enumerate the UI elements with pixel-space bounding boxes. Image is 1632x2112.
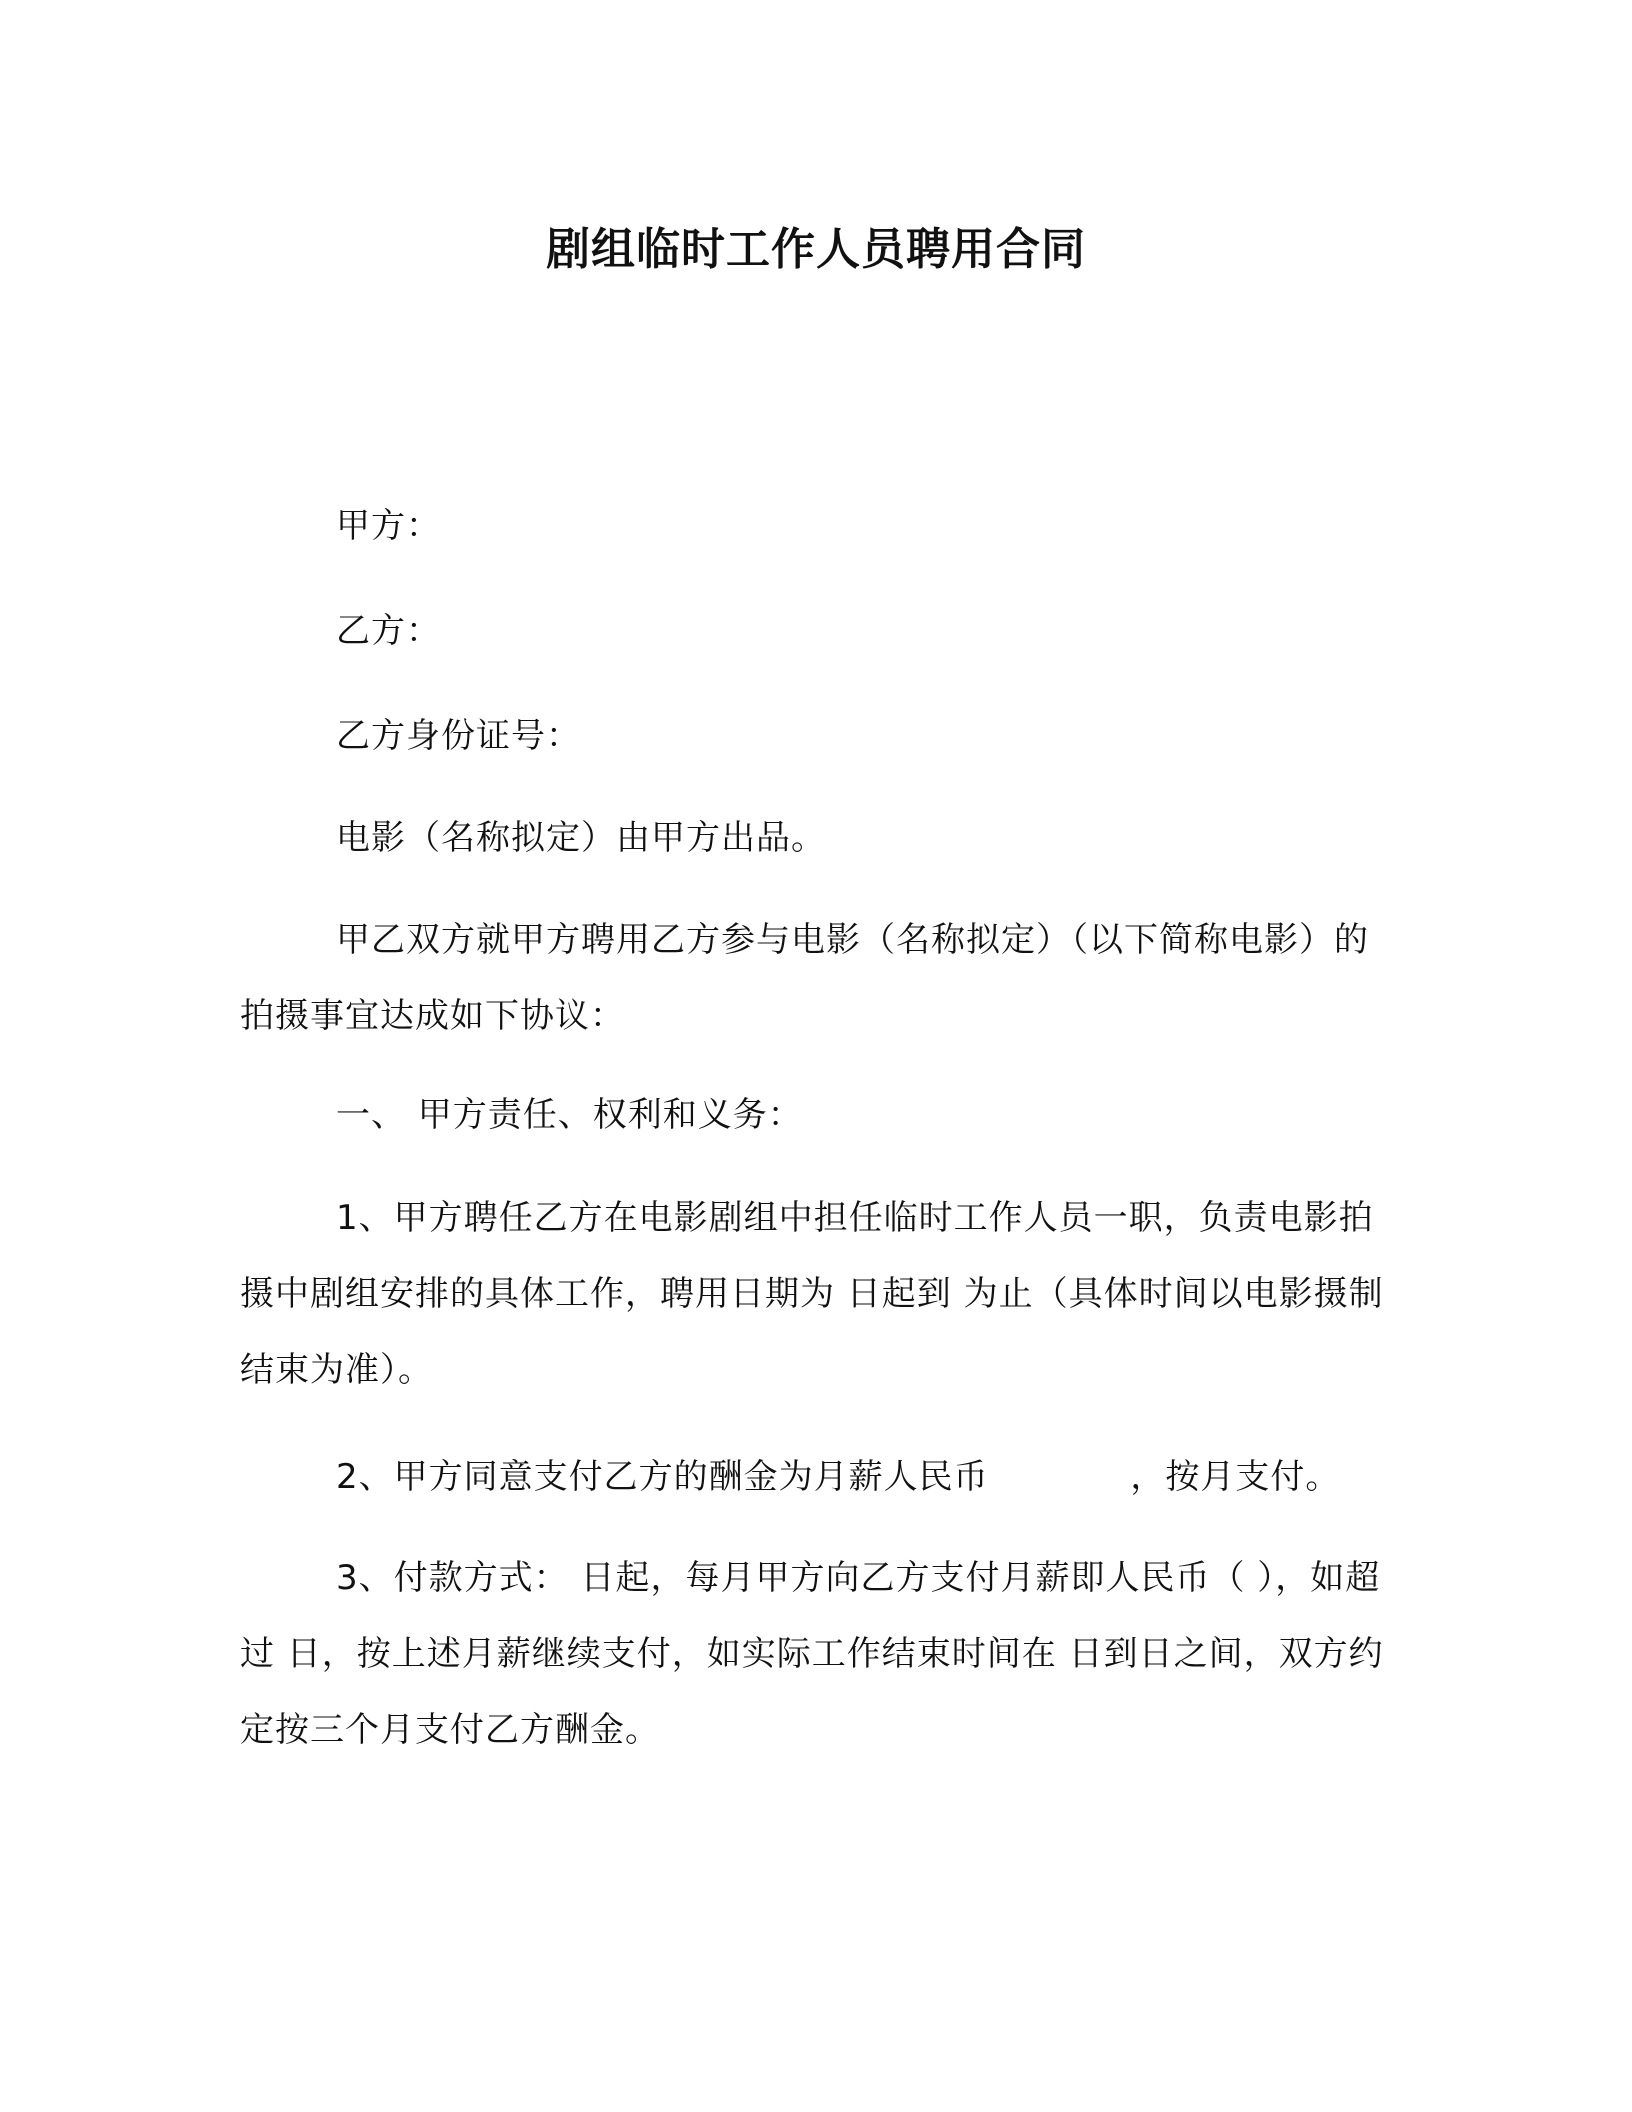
party-b-id-field: 乙方身份证号： [336,716,581,756]
clause-3: 3、付款方式： 日起，每月甲方向乙方支付月薪即人民币（ ），如超过 日，按上述月薪继续支付，如实际工作结束时间在 日到日之间，双方约定按三个月支付乙方酬金。 [240,1558,1384,1750]
agreement-intro: 甲乙双方就甲方聘用乙方参与电影（名称拟定）（以下简称电影）的拍摄事宜达成如下协议： [240,920,1369,1036]
section-1-heading: 一、 甲方责任、权利和义务： [336,1095,803,1135]
clause-2: 2、甲方同意支付乙方的酬金为月薪人民币 ，按月支付。 [336,1457,1341,1497]
film-producer-statement: 电影（名称拟定）由甲方出品。 [336,818,826,858]
party-a-field: 甲方： [336,506,441,546]
clause-1: 1、甲方聘任乙方在电影剧组中担任临时工作人员一职，负责电影拍摄中剧组安排的具体工作，聘用日期为 日起到 为止（具体时间以电影摄制结束为准）。 [240,1198,1384,1390]
party-b-field: 乙方： [336,611,441,651]
document-title: 剧组临时工作人员聘用合同 [546,224,1086,275]
